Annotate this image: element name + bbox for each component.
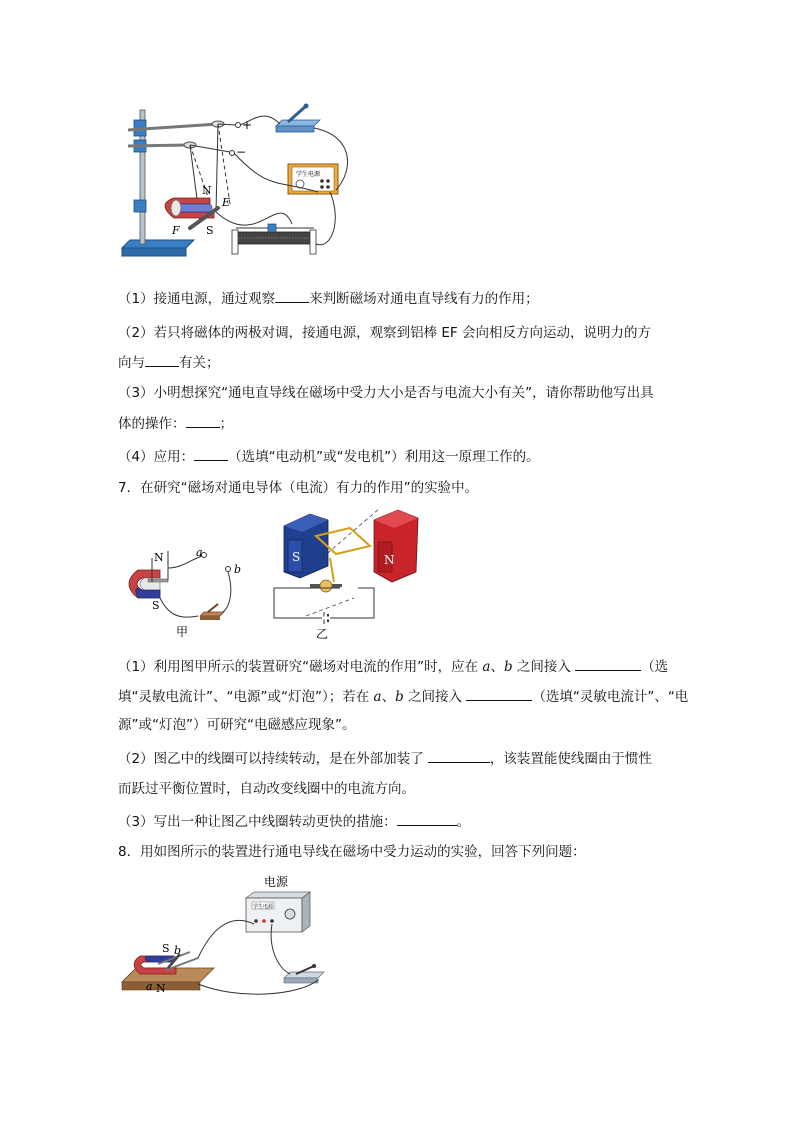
caption-yi: 乙 [316,627,329,641]
S-label: S [206,224,214,237]
fig-p7-yi [270,506,420,644]
p6-q2-text-2a: 向与 [118,355,145,371]
p6-q4-text-b: （选填“电动机”或“发电机”）利用这一原理工作的。 [228,449,540,465]
p6-q1 [118,288,539,309]
svg-text:a: a [146,980,153,993]
p6-q3-line2 [118,413,233,434]
answer-blank[interactable] [186,413,220,428]
var-a: a [482,659,491,675]
var-sep: 、 [490,659,504,675]
p6-q3-line1 [118,383,654,403]
svg-text:S: S [292,550,301,564]
p7-q1-line3 [118,715,355,735]
p7-stem-text: 7．在研究“磁场对通电导体（电流）有力的作用”的实验中。 [118,480,479,496]
p8-stem-text: 8．用如图所示的装置进行通电导线在磁场中受力运动的实验，回答下列问题： [118,844,586,860]
p6-q2-line1 [118,323,651,343]
var-b: b [503,659,513,675]
p7-q3 [118,811,470,832]
p7-q1-text-2b: 之间接入 [403,689,467,705]
svg-text:S: S [162,942,170,955]
minus-label: − [236,145,247,159]
answer-blank[interactable] [194,446,228,461]
p7-q1-text-1c: （选 [641,659,669,675]
svg-text:N: N [154,551,164,564]
p6-q2-text-2b: 有关； [179,355,220,371]
p7-q1-text-1a: （1）利用图甲所示的装置研究“磁场对电流的作用”时，应在 [118,659,483,675]
p8-stem [118,842,586,862]
var-a: a [373,689,382,705]
p7-q2-line1 [118,748,652,769]
knife-switch [276,120,320,126]
plus-label: + [242,118,253,132]
answer-blank[interactable] [575,656,641,671]
var-b: b [395,689,404,705]
p7-q1-line1 [118,656,668,677]
N-label: N [202,184,212,197]
fig-p7-jia [118,548,248,644]
svg-text:学生电源: 学生电源 [253,904,274,910]
p6-q4-text-a: （4）应用： [118,449,195,465]
p7-q2-text-1b: ，该装置能使线圈由于惯性 [489,751,652,767]
stand-base [122,240,194,248]
fig-p6-apparatus [118,100,358,268]
p6-q2-line2 [118,352,220,373]
p7-q3-text-a: （3）写出一种让图乙中线圈转动更快的措施： [118,814,397,830]
svg-text:b: b [174,944,182,957]
var-sep: 、 [381,689,396,705]
caption-jia: 甲 [176,625,189,639]
svg-text:学生电源: 学生电源 [296,171,321,178]
E-label: E [222,196,231,209]
answer-blank[interactable] [145,352,179,367]
svg-text:S: S [152,599,160,612]
p7-q1-text-1b: 之间接入 [512,659,576,675]
svg-text:b: b [234,563,242,576]
p6-q3-text-2b: ； [219,416,233,432]
p6-q2-text-1: （2）若只将磁体的两极对调，接通电源，观察到铝棒 EF 会向相反方向运动，说明力的方 [118,325,651,341]
fig-p8-apparatus [118,872,338,1000]
answer-blank[interactable] [275,288,309,303]
svg-text:N: N [384,553,395,567]
p7-q1-text-3: 源”或“灯泡”）可研究“电磁感应现象”。 [118,717,356,733]
answer-blank[interactable] [466,686,532,701]
p7-q1-text-2c: （选填“灵敏电流计”、“电 [532,689,689,705]
answer-blank[interactable] [428,748,490,763]
p7-q2-line2 [118,779,415,799]
p7-q2-text-1a: （2）图乙中的线圈可以持续转动，是在外部加装了 [118,751,428,767]
p7-q1-line2 [118,686,688,707]
commutator [320,580,332,592]
svg-text:a: a [196,548,203,559]
F-label: F [172,224,180,237]
switch-p8 [284,972,324,978]
p7-stem [118,478,478,498]
p7-q3-text-b: 。 [456,814,471,830]
answer-blank[interactable] [397,811,457,826]
svg-text:N: N [156,982,166,995]
p7-q1-text-2a: 填“灵敏电流计”、“电源”或“灯泡”）；若在 [118,689,374,705]
p6-q3-text-2a: 体的操作： [118,416,186,432]
switch-jia [200,612,224,616]
p6-q1-text-b: 来判断磁场对通电直导线有力的作用； [309,291,539,307]
p7-q2-text-2: 而跃过平衡位置时，自动改变线圈中的电流方向。 [118,781,415,797]
power-label: 电源 [264,875,289,889]
p6-q4 [118,446,540,467]
p6-q1-text-a: （1）接通电源，通过观察 [118,291,276,307]
p6-q3-text-1: （3）小明想探究“通电直导线在磁场中受力大小是否与电流大小有关”，请你帮助他写出具 [118,385,654,401]
